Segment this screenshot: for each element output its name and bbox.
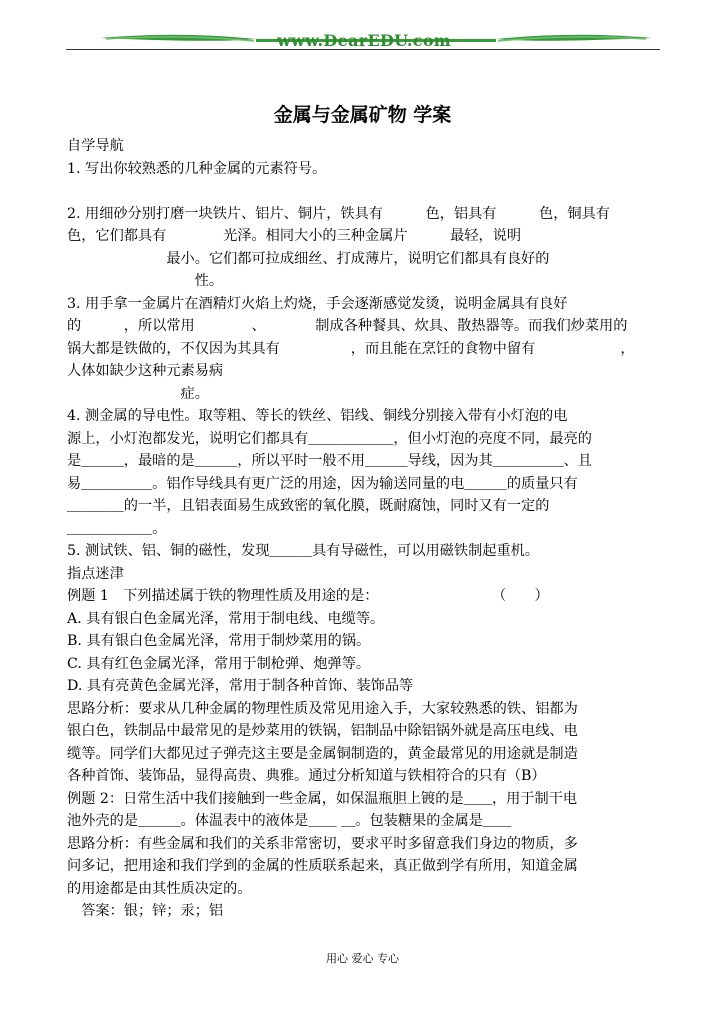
answer-option-d: D. 具有亮黄色金属光泽，常用于制各种首饰、装饰品等	[67, 678, 414, 694]
text-line: 锅大都是铁做的，不仅因为其具有 ，而且能在烹饪的食物中留有 ，	[67, 340, 635, 357]
site-url[interactable]: www.DearEDU.com	[276, 31, 452, 50]
text-line: ＿＿＿＿的一半，且铝表面易生成致密的氧化膜，既耐腐蚀，同时又有一定的	[67, 498, 550, 514]
text-line: 思路分析：有些金属和我们的关系非常密切，要求平时多留意我们身边的物质，多	[67, 835, 578, 852]
answer-option-c: C. 具有红色金属光泽，常用于制枪弹、炮弹等。	[67, 655, 371, 672]
text-line: ＿＿＿＿＿＿。	[67, 520, 167, 537]
text-line: 3. 用手拿一金属片在酒精灯火焰上灼烧，手会逐渐感觉发烫，说明金属具有良好	[67, 295, 568, 312]
text-line: 2. 用细砂分别打磨一块铁片、铝片、铜片，铁具有 色，铝具有 色，铜具有	[67, 205, 610, 222]
text-line: 1. 写出你较熟悉的几种金属的元素符号。	[67, 160, 327, 177]
text-line: 源上，小灯泡都发光，说明它们都具有＿＿＿＿＿＿，但小灯泡的亮度不同，最亮的	[67, 430, 592, 447]
text-line: 银白色，铁制品中最常见的是炒菜用的铁锅，铝制品中除铝锅外就是高压电线、电	[67, 723, 578, 739]
document-title: 金属与金属矿物 学案	[273, 104, 452, 126]
text-line: 是＿＿＿，最暗的是＿＿＿，所以平时一般不用＿＿＿导线，因为其＿＿＿＿＿、且	[67, 453, 592, 469]
text-line: 易＿＿＿＿＿。铝作导线具有更广泛的用途，因为输送同量的电＿＿＿的质量只有	[67, 475, 578, 492]
text-line: 色，它们都具有 光泽。相同大小的三种金属片 最轻，说明	[67, 228, 522, 244]
text-line: 性。	[67, 273, 224, 289]
text-line: 缆等。同学们大都见过子弹壳这主要是金属铜制造的，黄金最常见的用途就是制造	[67, 745, 578, 762]
text-line: 5. 测试铁、铝、铜的磁性，发现＿＿＿具有导磁性，可以用磁铁制起重机。	[67, 543, 540, 559]
page-footer: 用心 爱心 专心	[326, 952, 399, 965]
header-divider	[66, 49, 660, 50]
answer-option-a: A. 具有银白色金属光泽，常用于制电线、电缆等。	[67, 610, 385, 627]
example-question: 例题 1 下列描述属于铁的物理性质及用途的是： （ ）	[67, 588, 549, 604]
document-body	[67, 135, 663, 923]
text-line: 池外壳的是＿＿＿。体温表中的液体是＿＿ ＿。包装糖果的金属是＿＿	[67, 813, 512, 829]
text-line: 的用途都是由其性质决定的。	[67, 880, 252, 897]
answer-option-b: B. 具有银白色金属光泽，常用于制炒菜用的锅。	[67, 633, 371, 649]
blank-line	[67, 180, 663, 203]
section-heading: 自学导航	[67, 138, 124, 154]
text-line: 症。	[67, 385, 209, 402]
text-line: 各种首饰、装饰品，显得高贵、典雅。通过分析知道与铁相符合的只有（B）	[67, 768, 546, 784]
text-line: 最小。它们都可拉成细丝、打成薄片，说明它们都具有良好的	[67, 250, 550, 267]
answer-line: 答案：银；锌；汞；铝	[67, 903, 224, 919]
text-line: 4. 测金属的导电性。取等粗、等长的铁丝、铝线、铜线分别接入带有小灯泡的电	[67, 408, 568, 424]
text-line: 的 ，所以常用 、 制成各种餐具、炊具、散热器等。而我们炒菜用的	[67, 318, 628, 334]
text-line: 问多记，把用途和我们学到的金属的性质联系起来，真正做到学有所用，知道金属	[67, 858, 578, 874]
text-line: 思路分析：要求从几种金属的物理性质及常见用途入手，大家较熟悉的铁、铝都为	[67, 700, 578, 717]
section-heading: 指点迷津	[67, 565, 124, 582]
example-question: 例题 2：日常生活中我们接触到一些金属，如保温瓶胆上镀的是＿＿，用于制干电	[67, 790, 578, 807]
text-line: 人体如缺少这种元素易病	[67, 363, 224, 379]
